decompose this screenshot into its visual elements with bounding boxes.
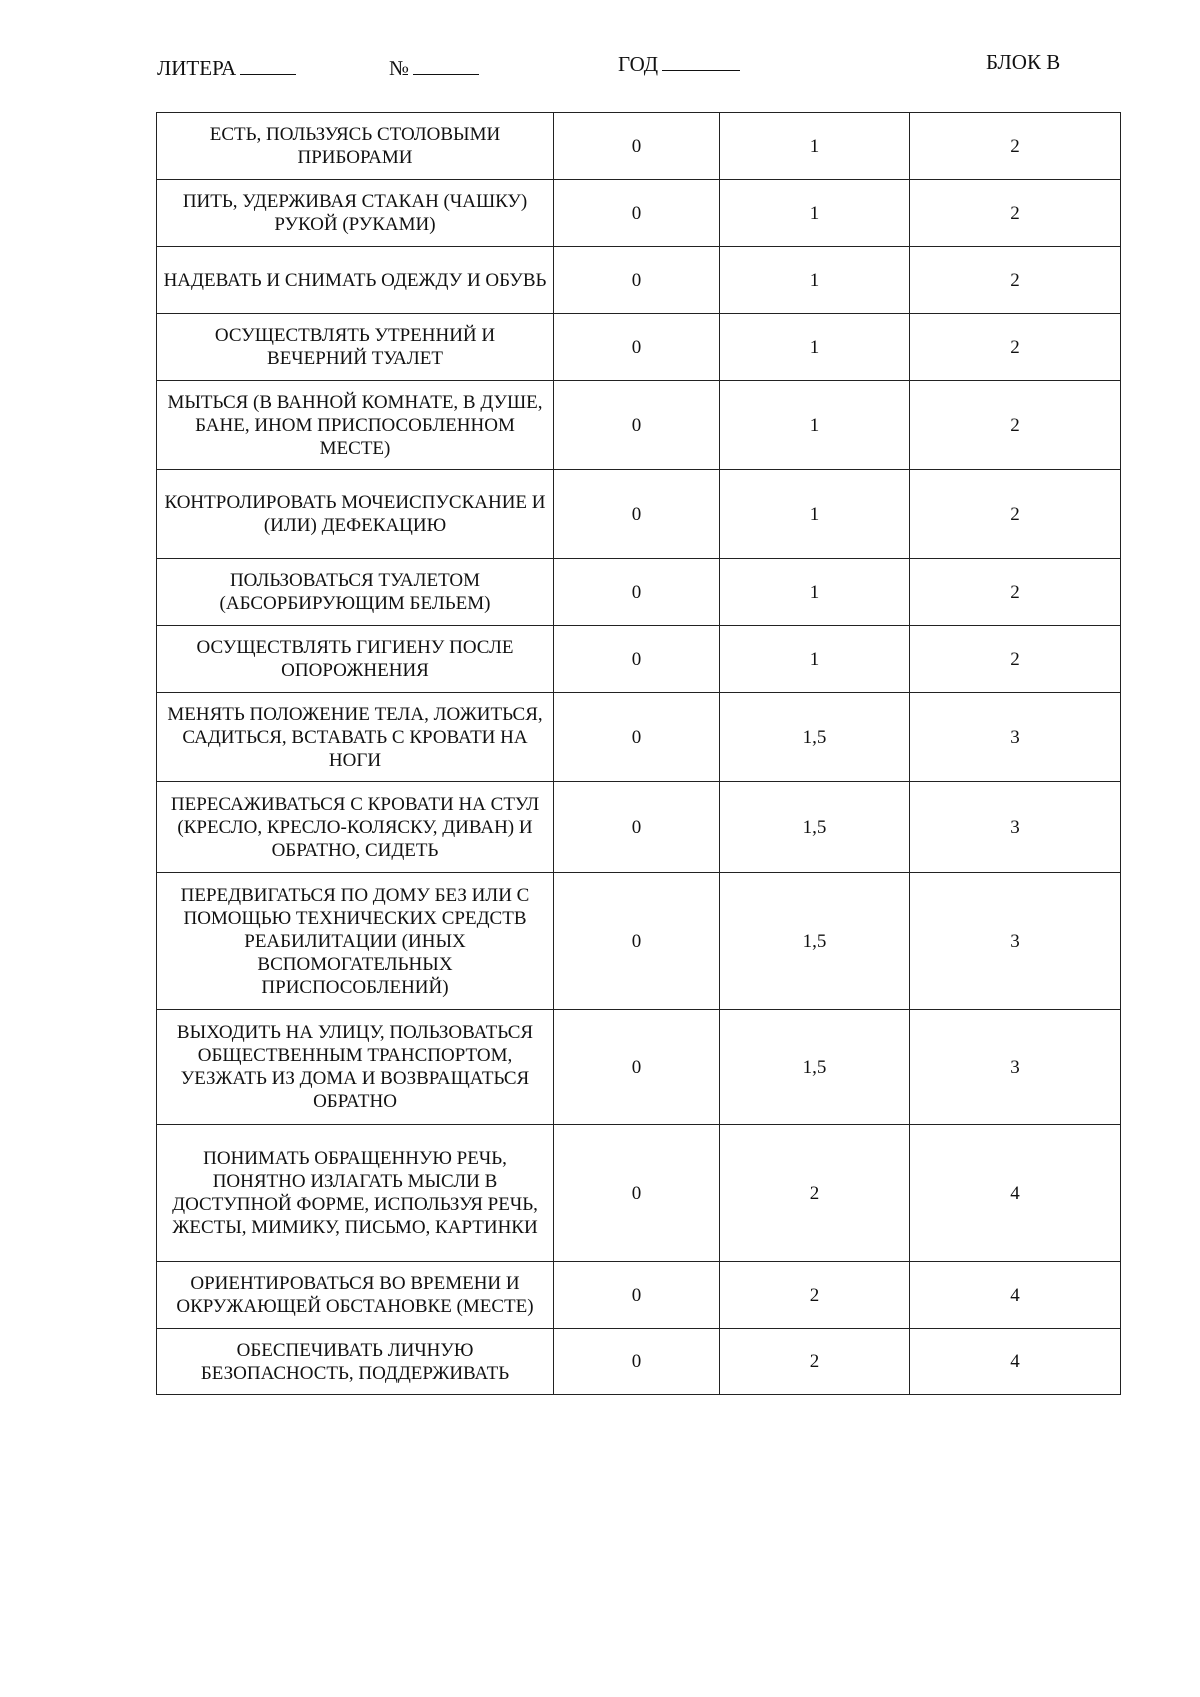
score-cell-0[interactable]: 0 xyxy=(554,626,720,693)
table-row xyxy=(157,1329,1121,1395)
score-cell-2[interactable]: 3 xyxy=(910,693,1121,782)
score-cell-0[interactable]: 0 xyxy=(554,1125,720,1262)
table-row xyxy=(157,180,1121,247)
score-cell-0[interactable]: 0 xyxy=(554,247,720,314)
score-cell-1[interactable]: 1,5 xyxy=(720,1010,910,1125)
table-row xyxy=(157,782,1121,873)
activity-cell: ЕСТЬ, ПОЛЬЗУЯСЬ СТОЛОВЫМИ ПРИБОРАМИ xyxy=(157,113,554,180)
score-cell-2[interactable]: 4 xyxy=(910,1329,1121,1395)
score-cell-1[interactable]: 2 xyxy=(720,1125,910,1262)
score-cell-1[interactable]: 1 xyxy=(720,180,910,247)
score-cell-0[interactable]: 0 xyxy=(554,470,720,559)
score-cell-2[interactable]: 2 xyxy=(910,180,1121,247)
table-row xyxy=(157,247,1121,314)
score-cell-0[interactable]: 0 xyxy=(554,1262,720,1329)
score-cell-1[interactable]: 1 xyxy=(720,113,910,180)
score-cell-1[interactable]: 1,5 xyxy=(720,782,910,873)
table-row xyxy=(157,1262,1121,1329)
activity-cell: ОРИЕНТИРОВАТЬСЯ ВО ВРЕМЕНИ И ОКРУЖАЮЩЕЙ ОБСТАНОВКЕ (МЕСТЕ) xyxy=(157,1262,554,1329)
number-blank[interactable] xyxy=(413,56,479,75)
activity-score-table xyxy=(156,112,1121,1395)
table-row xyxy=(157,381,1121,470)
table-row xyxy=(157,1010,1121,1125)
activity-cell: КОНТРОЛИРОВАТЬ МОЧЕИСПУСКАНИЕ И (ИЛИ) ДЕФЕКАЦИЮ xyxy=(157,470,554,559)
score-cell-0[interactable]: 0 xyxy=(554,873,720,1010)
table-row xyxy=(157,113,1121,180)
form-header xyxy=(0,50,1200,90)
activity-cell: ПОЛЬЗОВАТЬСЯ ТУАЛЕТОМ (АБСОРБИРУЮЩИМ БЕЛЬЕМ) xyxy=(157,559,554,626)
score-cell-1[interactable]: 1 xyxy=(720,381,910,470)
score-cell-2[interactable]: 2 xyxy=(910,113,1121,180)
score-cell-2[interactable]: 4 xyxy=(910,1125,1121,1262)
score-cell-2[interactable]: 3 xyxy=(910,873,1121,1010)
litera-label: ЛИТЕРА xyxy=(157,56,237,80)
activity-cell: МЫТЬСЯ (В ВАННОЙ КОМНАТЕ, В ДУШЕ, БАНЕ, ИНОМ ПРИСПОСОБЛЕННОМ МЕСТЕ) xyxy=(157,381,554,470)
score-cell-1[interactable]: 1 xyxy=(720,247,910,314)
table-row xyxy=(157,470,1121,559)
table-row xyxy=(157,559,1121,626)
score-cell-0[interactable]: 0 xyxy=(554,180,720,247)
score-cell-1[interactable]: 1 xyxy=(720,559,910,626)
activity-cell: ОСУЩЕСТВЛЯТЬ ГИГИЕНУ ПОСЛЕ ОПОРОЖНЕНИЯ xyxy=(157,626,554,693)
score-cell-1[interactable]: 1 xyxy=(720,470,910,559)
score-cell-0[interactable]: 0 xyxy=(554,782,720,873)
score-cell-2[interactable]: 2 xyxy=(910,470,1121,559)
score-cell-0[interactable]: 0 xyxy=(554,693,720,782)
score-table-body xyxy=(157,113,1121,1395)
litera-field[interactable] xyxy=(157,56,296,81)
score-cell-2[interactable]: 3 xyxy=(910,1010,1121,1125)
score-cell-1[interactable]: 1 xyxy=(720,626,910,693)
number-label: № xyxy=(389,56,410,80)
activity-cell: ПЕРЕСАЖИВАТЬСЯ С КРОВАТИ НА СТУЛ (КРЕСЛО, КРЕСЛО-КОЛЯСКУ, ДИВАН) И ОБРАТНО, СИДЕТЬ xyxy=(157,782,554,873)
score-cell-1[interactable]: 2 xyxy=(720,1262,910,1329)
year-field[interactable] xyxy=(618,52,740,77)
table-row xyxy=(157,314,1121,381)
activity-cell: ПОНИМАТЬ ОБРАЩЕННУЮ РЕЧЬ, ПОНЯТНО ИЗЛАГАТЬ МЫСЛИ В ДОСТУПНОЙ ФОРМЕ, ИСПОЛЬЗУЯ РЕЧЬ, ЖЕСТЫ, МИМИКУ, ПИСЬМО, КАРТИНКИ xyxy=(157,1125,554,1262)
litera-blank[interactable] xyxy=(240,56,296,75)
score-cell-1[interactable]: 1 xyxy=(720,314,910,381)
table-row xyxy=(157,1125,1121,1262)
activity-cell: ОСУЩЕСТВЛЯТЬ УТРЕННИЙ И ВЕЧЕРНИЙ ТУАЛЕТ xyxy=(157,314,554,381)
activity-cell: ПЕРЕДВИГАТЬСЯ ПО ДОМУ БЕЗ ИЛИ С ПОМОЩЬЮ ТЕХНИЧЕСКИХ СРЕДСТВ РЕАБИЛИТАЦИИ (ИНЫХ ВСПОМОГАТЕЛЬНЫХ ПРИСПОСОБЛЕНИЙ) xyxy=(157,873,554,1010)
score-cell-2[interactable]: 2 xyxy=(910,626,1121,693)
year-blank[interactable] xyxy=(662,52,740,71)
score-cell-0[interactable]: 0 xyxy=(554,113,720,180)
score-cell-0[interactable]: 0 xyxy=(554,1329,720,1395)
activity-cell: ВЫХОДИТЬ НА УЛИЦУ, ПОЛЬЗОВАТЬСЯ ОБЩЕСТВЕННЫМ ТРАНСПОРТОМ, УЕЗЖАТЬ ИЗ ДОМА И ВОЗВРАЩАТЬСЯ ОБРАТНО xyxy=(157,1010,554,1125)
score-cell-2[interactable]: 2 xyxy=(910,381,1121,470)
table-row xyxy=(157,693,1121,782)
block-label: БЛОК В xyxy=(986,50,1061,74)
score-cell-2[interactable]: 2 xyxy=(910,559,1121,626)
score-cell-1[interactable]: 1,5 xyxy=(720,873,910,1010)
number-field[interactable] xyxy=(389,56,479,81)
score-cell-1[interactable]: 1,5 xyxy=(720,693,910,782)
score-cell-2[interactable]: 4 xyxy=(910,1262,1121,1329)
year-label: ГОД xyxy=(618,52,659,76)
activity-cell: ОБЕСПЕЧИВАТЬ ЛИЧНУЮ БЕЗОПАСНОСТЬ, ПОДДЕРЖИВАТЬ xyxy=(157,1329,554,1395)
score-cell-0[interactable]: 0 xyxy=(554,559,720,626)
score-cell-2[interactable]: 3 xyxy=(910,782,1121,873)
score-cell-0[interactable]: 0 xyxy=(554,314,720,381)
activity-cell: ПИТЬ, УДЕРЖИВАЯ СТАКАН (ЧАШКУ) РУКОЙ (РУКАМИ) xyxy=(157,180,554,247)
activity-cell: МЕНЯТЬ ПОЛОЖЕНИЕ ТЕЛА, ЛОЖИТЬСЯ, САДИТЬСЯ, ВСТАВАТЬ С КРОВАТИ НА НОГИ xyxy=(157,693,554,782)
score-cell-0[interactable]: 0 xyxy=(554,1010,720,1125)
score-cell-2[interactable]: 2 xyxy=(910,247,1121,314)
table-row xyxy=(157,873,1121,1010)
score-cell-1[interactable]: 2 xyxy=(720,1329,910,1395)
score-cell-2[interactable]: 2 xyxy=(910,314,1121,381)
table-row xyxy=(157,626,1121,693)
score-cell-0[interactable]: 0 xyxy=(554,381,720,470)
activity-cell: НАДЕВАТЬ И СНИМАТЬ ОДЕЖДУ И ОБУВЬ xyxy=(157,247,554,314)
